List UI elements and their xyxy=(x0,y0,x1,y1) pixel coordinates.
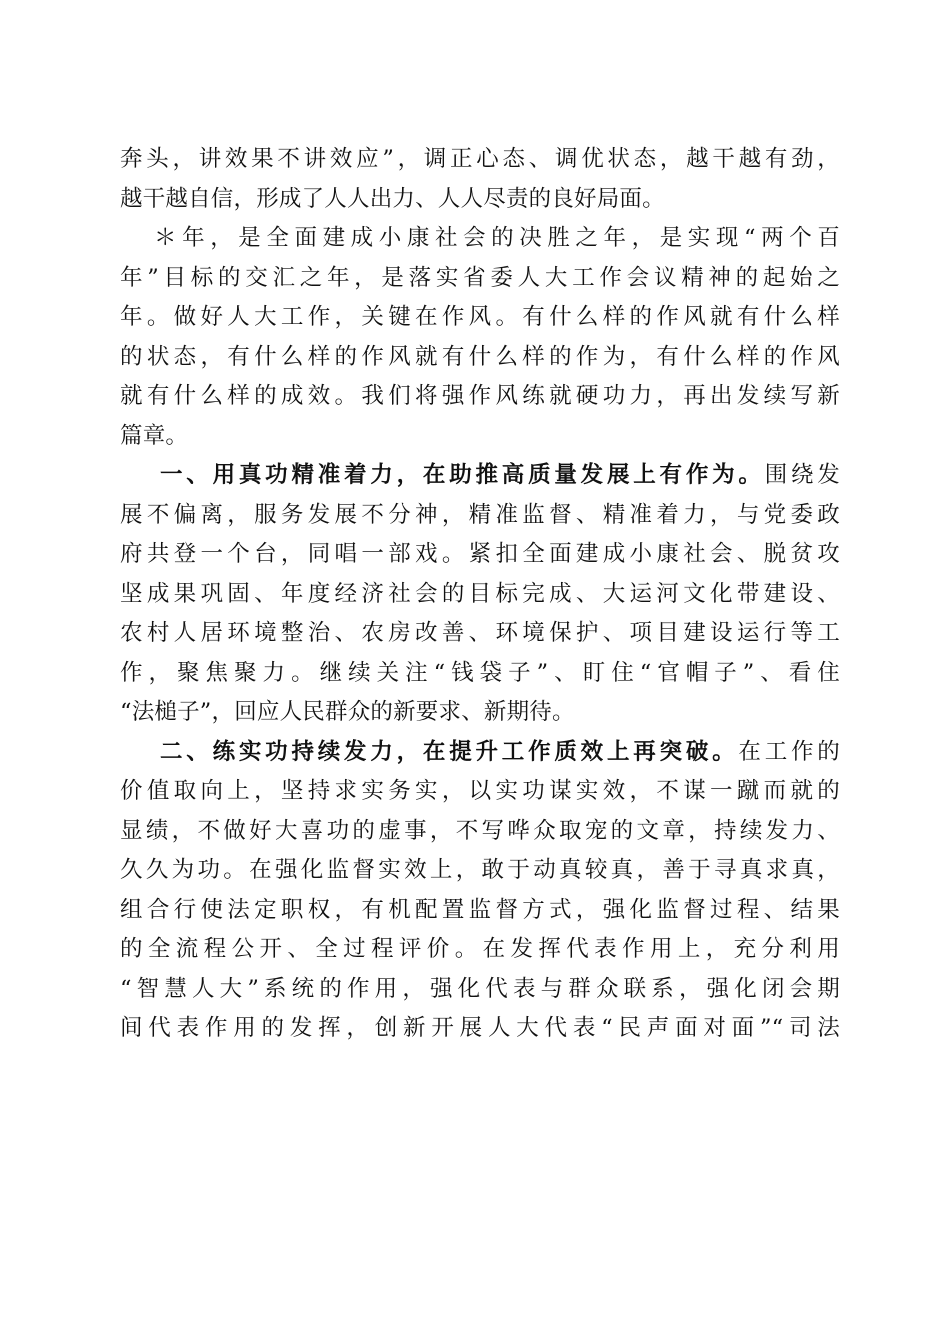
text-line: 越干越自信，形成了人人出力、人人尽责的良好局面。 xyxy=(120,185,665,212)
text-line: 年。做好人大工作，关键在作风。有什么样的作风就有什么样 xyxy=(120,304,840,330)
text-line: 久久为功。在强化监督实效上，敢于动真较真，善于寻真求真， xyxy=(120,857,840,883)
text-line: “法槌子”，回应人民群众的新要求、新期待。 xyxy=(120,699,575,725)
section-heading: 一、用真功精准着力，在助推高质量发展上有作为。 xyxy=(160,462,765,488)
section-heading: 二、练实功持续发力，在提升工作质效上再突破。 xyxy=(160,738,739,765)
text-line: 价值取向上，坚持求实务实，以实功谋实效，不谋一蹴而就的 xyxy=(120,778,840,804)
paragraph-first-line xyxy=(120,733,840,773)
document-page xyxy=(120,140,840,1049)
text-line: 农村人居环境整治、农房改善、环境保护、项目建设运行等工 xyxy=(120,620,840,646)
text-line: “智慧人大”系统的作用，强化代表与群众联系，强化闭会期 xyxy=(120,975,840,1002)
text-line: 展不偏离，服务发展不分神，精准监督、精准着力，与党委政 xyxy=(120,501,840,528)
text-line: 的状态，有什么样的作风就有什么样的作为，有什么样的作风 xyxy=(120,343,840,370)
text-line: 就有什么样的成效。我们将强作风练就硬功力，再出发续写新 xyxy=(120,383,840,409)
text-line: 间代表作用的发挥，创新开展人大代表“民声面对面”“司法 xyxy=(120,1015,840,1041)
text-line: ＊年，是全面建成小康社会的决胜之年，是实现“两个百 xyxy=(154,225,840,251)
text-line: 的全流程公开、全过程评价。在发挥代表作用上，充分利用 xyxy=(120,936,840,962)
text-line: 组合行使法定职权，有机配置监督方式，强化监督过程、结果 xyxy=(120,896,840,923)
text-line: 显绩，不做好大喜功的虚事，不写哗众取宠的文章，持续发力、 xyxy=(120,817,840,844)
text-line: 篇章。 xyxy=(120,422,189,449)
paragraph-first-line xyxy=(120,456,840,496)
text-span: 在工作的 xyxy=(738,738,840,765)
text-line: 府共登一个台，同唱一部戏。紧扣全面建成小康社会、脱贫攻 xyxy=(120,541,840,567)
text-line: 作，聚焦聚力。继续关注“钱袋子”、盯住“官帽子”、看住 xyxy=(120,659,840,686)
text-line: 坚成果巩固、年度经济社会的目标完成、大运河文化带建设、 xyxy=(120,580,840,607)
text-line: 奔头，讲效果不讲效应”，调正心态、调优状态，越干越有劲， xyxy=(120,146,840,172)
text-line: 年”目标的交汇之年，是落实省委人大工作会议精神的起始之 xyxy=(120,264,840,291)
text-span: 围绕发 xyxy=(764,462,840,488)
